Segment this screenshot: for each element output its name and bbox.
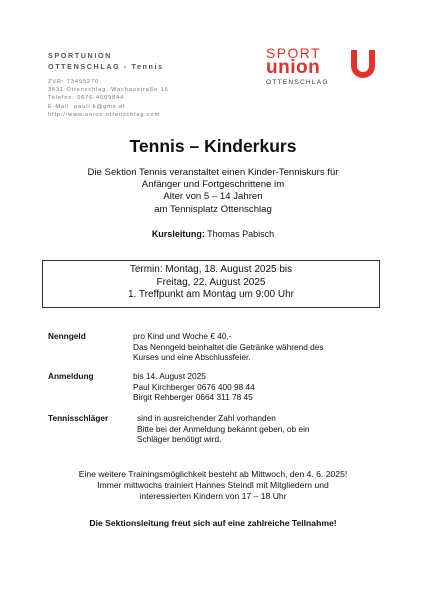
registration-contact: Birgit Rehberger 0664 311 78 45 (133, 392, 253, 402)
schedule-box (42, 260, 380, 308)
racket-label: Tennisschläger (48, 413, 109, 423)
footer-line: Eine weitere Trainingsmöglichkeit besteht ab Mittwoch, den 4. 6. 2025! (78, 469, 348, 479)
fee-details (133, 331, 324, 363)
fee-line: pro Kind und Woche € 40,- (133, 331, 232, 341)
contact-info (48, 78, 169, 119)
intro-text (40, 167, 386, 216)
registration-contact: Paul Kirchberger 0676 400 98 44 (133, 381, 255, 392)
logo-word-sport: SPORT (266, 45, 321, 61)
intro-line: Alter von 5 – 14 Jahren (163, 191, 263, 203)
racket-details (137, 413, 310, 445)
contact-website: http://www.union.ottenschlag.com (48, 111, 161, 118)
logo-word-union: union (266, 57, 321, 78)
logo-word-town: OTTENSCHLAG (266, 79, 329, 86)
intro-line: Die Sektion Tennis veranstaltet einen Kinder-Tenniskurs für (87, 167, 339, 178)
page-title: Tennis – Kinderkurs (129, 136, 297, 156)
schedule-line: Freitag, 22. August 2025 (156, 276, 266, 288)
course-leader-name: Thomas Pabisch (207, 229, 275, 239)
intro-line: Anfänger und Fortgeschrittene im (141, 179, 285, 191)
fee-line: Kurses und eine Abschlussfeier. (133, 352, 251, 362)
course-leader (0, 229, 426, 240)
additional-training-note (0, 469, 426, 502)
contact-address: 3631 Ottenschlag, Wachaustraße 16 (48, 87, 169, 94)
fee-line: Das Nenngeld beinhaltet die Getränke während des (133, 341, 324, 352)
contact-email: E-Mail: pauli.k@gmx.at (48, 103, 126, 110)
fee-label: Nenngeld (48, 331, 86, 341)
contact-zvr: ZVR: 73495270 (48, 79, 99, 85)
contact-phone: Telefon: 0676-4009844 (48, 95, 125, 102)
fee-section (48, 331, 388, 367)
footer-line: Immer mittwochs trainiert Hannes Steindl mit Mitgliedern und (97, 480, 329, 490)
sportunion-logo (266, 46, 378, 86)
org-section: OTTENSCHLAG - Tennis (48, 62, 164, 71)
schedule-line: Termin: Montag, 18. August 2025 bis (129, 264, 293, 275)
registration-section (48, 371, 388, 407)
organization-header (48, 50, 164, 72)
registration-label: Anmeldung (48, 371, 94, 381)
intro-line: am Tennisplatz Ottenschlag (154, 203, 272, 215)
union-u-mark-icon (348, 48, 378, 82)
schedule-line: 1. Treffpunkt am Montag um 9:00 Uhr (127, 289, 294, 300)
racket-line: sind in ausreichender Zahl vorhanden (137, 413, 276, 423)
course-leader-label: Kursleitung: (151, 229, 205, 239)
racket-line: Schläger benötigt wird. (137, 434, 222, 444)
racket-section (48, 413, 388, 449)
registration-deadline: bis 14. August 2025 (133, 371, 206, 381)
org-name: SPORTUNION (48, 51, 112, 60)
closing-statement: Die Sektionsleitung freut sich auf eine zahlreiche Teilnahme! (89, 518, 337, 528)
registration-details (133, 371, 255, 403)
footer-line: interessierten Kindern von 17 – 18 Uhr (139, 491, 287, 501)
racket-line: Bitte bei der Anmeldung bekannt geben, ob ein (137, 423, 310, 434)
